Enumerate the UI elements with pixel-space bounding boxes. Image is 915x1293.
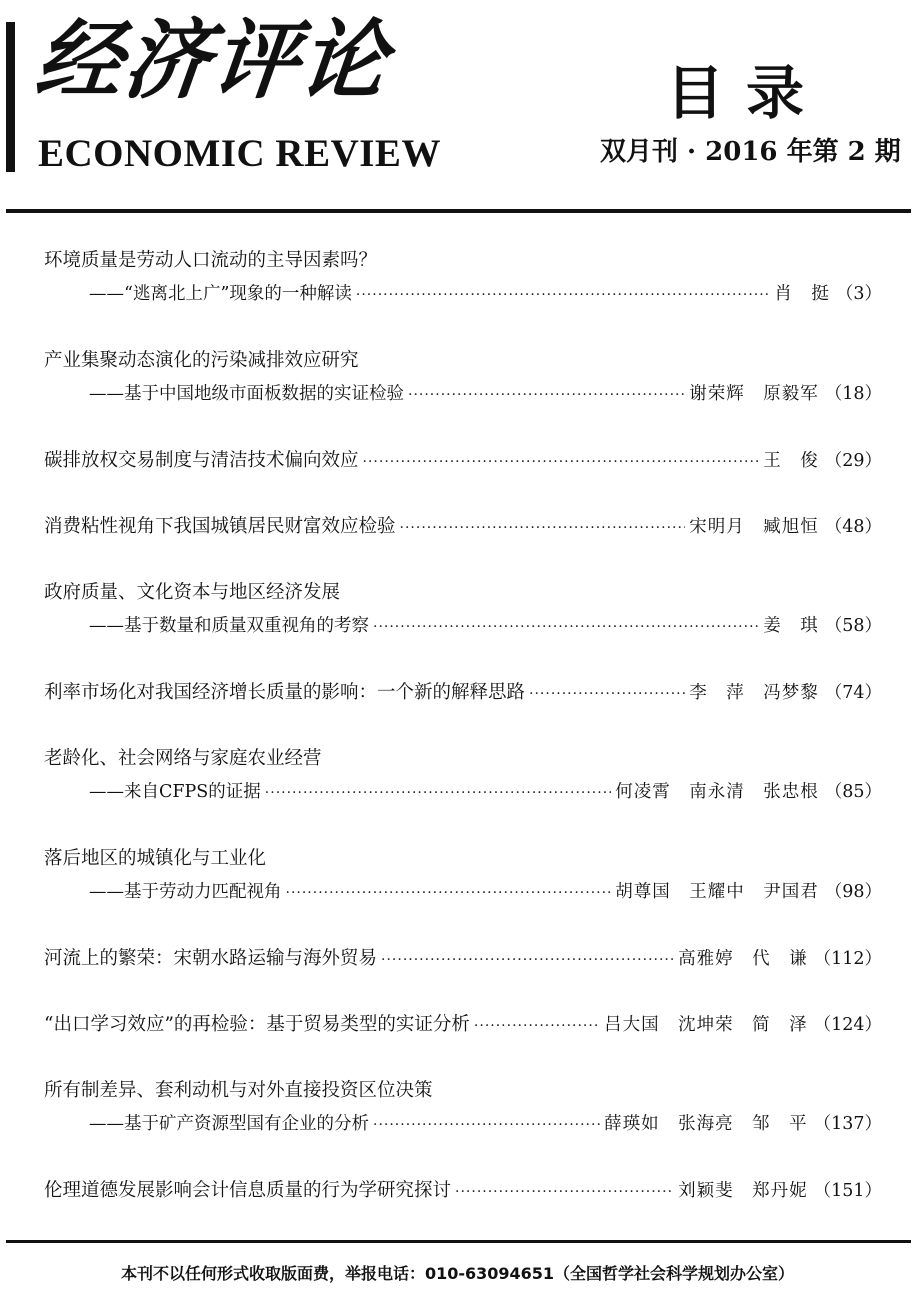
toc-entry-subtitle: ——来自CFPS的证据 bbox=[89, 782, 261, 802]
toc-entry-title: 环境质量是劳动人口流动的主导因素吗？ bbox=[44, 250, 378, 271]
toc-entry-page: （124） bbox=[813, 1015, 882, 1035]
dot-leader bbox=[373, 1117, 600, 1133]
toc-entry-authors: 谢荣辉 原毅军 bbox=[689, 384, 819, 404]
toc-entry-title: 所有制差异、套利动机与对外直接投资区位决策 bbox=[44, 1080, 433, 1101]
toc-entry-subtitle: ——基于劳动力匹配视角 bbox=[89, 882, 282, 902]
toc-entry-authors: 姜 琪 bbox=[763, 616, 819, 636]
journal-title-chinese: 经济评论 bbox=[30, 10, 394, 111]
toc-entry bbox=[44, 678, 882, 712]
toc-entry-title: 产业集聚动态演化的污染减排效应研究 bbox=[44, 350, 359, 371]
toc-entry-subtitle: ——基于数量和质量双重视角的考察 bbox=[89, 616, 369, 636]
toc-entry-page: （137） bbox=[813, 1114, 882, 1134]
toc-entry-page: （48） bbox=[824, 517, 882, 537]
toc-entry-title: 碳排放权交易制度与清洁技术偏向效应 bbox=[44, 450, 359, 471]
toc-entry bbox=[44, 346, 882, 414]
toc-entry-authors: 何凌霄 南永清 张忠根 bbox=[615, 782, 819, 802]
toc-entry-page: （74） bbox=[824, 683, 882, 703]
footer-notice: 本刊不以任何形式收取版面费，举报电话：010-63094651（全国哲学社会科学规划办公室） bbox=[120, 1264, 795, 1283]
toc-entry-authors: 肖 挺 bbox=[774, 284, 830, 304]
toc-entry bbox=[44, 512, 882, 546]
toc-entry bbox=[44, 1176, 882, 1210]
dot-leader bbox=[363, 454, 760, 470]
toc-entry-page: （98） bbox=[824, 882, 882, 902]
toc-entry bbox=[44, 844, 882, 912]
footer-divider bbox=[6, 1240, 911, 1243]
dot-leader bbox=[400, 520, 686, 536]
toc-entry bbox=[44, 1076, 882, 1144]
journal-title-english: ECONOMIC REVIEW bbox=[38, 132, 441, 175]
toc-entry-page: （18） bbox=[824, 384, 882, 404]
toc-entry-authors: 刘颖斐 郑丹妮 bbox=[678, 1181, 808, 1201]
toc-entry-authors: 薛瑛如 张海亮 邹 平 bbox=[604, 1114, 808, 1134]
dot-leader bbox=[381, 952, 674, 968]
toc-entry-title: 消费粘性视角下我国城镇居民财富效应检验 bbox=[44, 516, 396, 537]
dot-leader bbox=[356, 287, 770, 303]
toc-entry-authors: 宋明月 臧旭恒 bbox=[689, 517, 819, 537]
toc-entry-authors: 吕大国 沈坤荣 简 泽 bbox=[604, 1015, 808, 1035]
toc-entry-page: （112） bbox=[813, 949, 882, 969]
dot-leader bbox=[474, 1018, 600, 1034]
toc-entry-title: 河流上的繁荣：宋朝水路运输与海外贸易 bbox=[44, 948, 378, 969]
toc-entry-page: （151） bbox=[813, 1181, 882, 1201]
toc-heading: 目录 bbox=[666, 59, 827, 127]
toc-entry bbox=[44, 246, 882, 314]
toc-entry-title: “出口学习效应”的再检验：基于贸易类型的实证分析 bbox=[44, 1014, 470, 1035]
toc-entry bbox=[44, 944, 882, 978]
toc-entry-page: （85） bbox=[824, 782, 882, 802]
toc-entry-title: 落后地区的城镇化与工业化 bbox=[44, 848, 267, 869]
dot-leader bbox=[373, 619, 759, 635]
toc-entry-page: （3） bbox=[835, 284, 882, 304]
toc-entry-title: 政府质量、文化资本与地区经济发展 bbox=[44, 582, 341, 603]
dot-leader bbox=[408, 387, 685, 403]
dot-leader bbox=[286, 885, 612, 901]
toc-entry bbox=[44, 744, 882, 812]
dot-leader bbox=[455, 1184, 674, 1200]
toc-entry-subtitle: ——“逃离北上广”现象的一种解读 bbox=[89, 284, 352, 304]
toc-entry-subtitle: ——基于中国地级市面板数据的实证检验 bbox=[89, 384, 404, 404]
table-of-contents bbox=[44, 246, 882, 1242]
toc-entry-page: （58） bbox=[824, 616, 882, 636]
header-divider bbox=[6, 209, 911, 213]
toc-entry-page: （29） bbox=[824, 451, 882, 471]
dot-leader bbox=[529, 686, 685, 702]
toc-entry bbox=[44, 578, 882, 646]
toc-entry bbox=[44, 1010, 882, 1044]
toc-entry-authors: 王 俊 bbox=[763, 451, 819, 471]
toc-entry bbox=[44, 446, 882, 480]
toc-entry-authors: 胡尊国 王耀中 尹国君 bbox=[615, 882, 819, 902]
masthead-side-bar bbox=[6, 22, 15, 172]
toc-entry-title: 利率市场化对我国经济增长质量的影响：一个新的解释思路 bbox=[44, 682, 526, 703]
issue-info: 双月刊 · 2016 年第 2 期 bbox=[600, 137, 901, 167]
toc-entry-subtitle: ——基于矿产资源型国有企业的分析 bbox=[89, 1114, 369, 1134]
dot-leader bbox=[265, 785, 611, 801]
toc-entry-title: 老龄化、社会网络与家庭农业经营 bbox=[44, 748, 322, 769]
toc-entry-authors: 李 萍 冯梦黎 bbox=[689, 683, 819, 703]
toc-entry-title: 伦理道德发展影响会计信息质量的行为学研究探讨 bbox=[44, 1180, 452, 1201]
toc-entry-authors: 高雅婷 代 谦 bbox=[678, 949, 808, 969]
